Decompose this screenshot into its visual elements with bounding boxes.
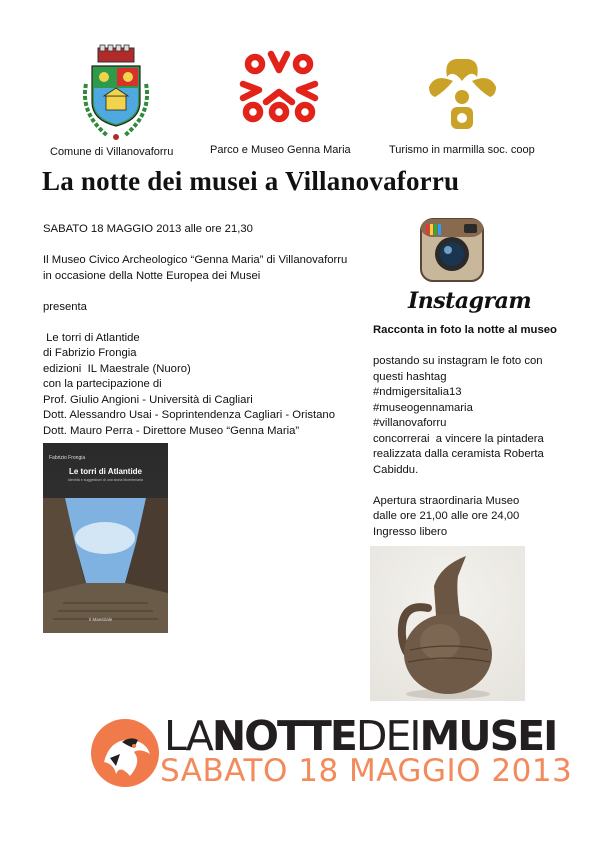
detail-line: Prof. Giulio Angioni - Università di Cagliari	[43, 393, 253, 406]
detail-line: edizioni IL Maestrale (Nuoro)	[43, 362, 191, 375]
detail-line: Dott. Mauro Perra - Direttore Museo “Genna Maria”	[43, 424, 300, 437]
instagram-line: Cabiddu.	[373, 463, 419, 476]
instagram-heading: Racconta in foto la notte al museo	[373, 324, 557, 336]
instagram-line: postando su instagram le foto con	[373, 355, 543, 367]
logo-comune-villanovaforru	[78, 44, 154, 144]
tower-interior-image	[43, 443, 168, 633]
notte-dei-musei-logo	[90, 718, 160, 788]
opening-line: Apertura straordinaria Museo	[373, 494, 520, 507]
opening-line: dalle ore 21,00 alle ore 24,00	[373, 510, 520, 522]
genna-maria-icon	[239, 50, 319, 126]
banner-word-musei: MUSEI	[419, 712, 557, 760]
banner-word-notte: NOTTE	[211, 712, 356, 760]
page-title: La notte dei musei a Villanovaforru	[42, 166, 460, 196]
marmilla-icon	[425, 55, 500, 130]
event-date-line: SABATO 18 MAGGIO 2013 alle ore 21,30	[43, 223, 253, 235]
left-column	[43, 222, 373, 439]
instagram-wordmark: Instagram	[408, 288, 532, 314]
hashtag: #ndmigersitalia13	[373, 386, 462, 398]
banner-date: SABATO 18 MAGGIO 2013	[160, 753, 573, 789]
book-author: Fabrizio Frongia	[49, 455, 86, 461]
logo-caption-comune: Comune di Villanovaforru	[50, 146, 174, 158]
opening-line: Ingresso libero	[373, 525, 448, 538]
detail-line: Dott. Alessandro Usai - Soprintendenza Cagliari - Oristano	[43, 409, 335, 421]
instagram-column	[373, 323, 583, 540]
presenta-line: presenta	[43, 300, 87, 313]
logo-caption-genna-maria: Parco e Museo Genna Maria	[210, 144, 351, 156]
instagram-camera-icon	[420, 218, 484, 282]
banner-word-dei: DEI	[355, 712, 420, 760]
book-subtitle: Identità e suggestioni di una storia bicentenaria	[67, 478, 144, 482]
detail-line: di Fabrizio Frongia	[43, 347, 137, 359]
detail-line: Le torri di Atlantide	[43, 331, 140, 344]
owl-icon	[90, 718, 160, 788]
instagram-line: concorrerai a vincere la pintadera	[373, 432, 544, 445]
book-title: Le torri di Atlantide	[68, 467, 143, 476]
intro-line: Il Museo Civico Archeologico “Genna Maria” di Villanovaforru	[43, 254, 348, 266]
logo-turismo-marmilla	[425, 55, 500, 130]
hashtag: #museogennamaria	[373, 401, 473, 414]
crest-icon	[78, 44, 154, 144]
ceramic-jug-photo	[370, 546, 525, 701]
hashtag: #villanovaforru	[373, 417, 447, 429]
instagram-line: questi hashtag	[373, 370, 447, 383]
banner-word-la: LA	[164, 712, 212, 760]
detail-line: con la partecipazione di	[43, 378, 162, 390]
intro-line: in occasione della Notte Europea dei Musei	[43, 269, 261, 282]
logo-caption-marmilla: Turismo in marmilla soc. coop	[389, 144, 535, 156]
book-publisher: Il Maestrale	[89, 617, 113, 622]
book-cover	[43, 443, 168, 633]
logo-genna-maria	[239, 50, 319, 126]
instagram-line: realizzata dalla ceramista Roberta	[373, 448, 544, 460]
